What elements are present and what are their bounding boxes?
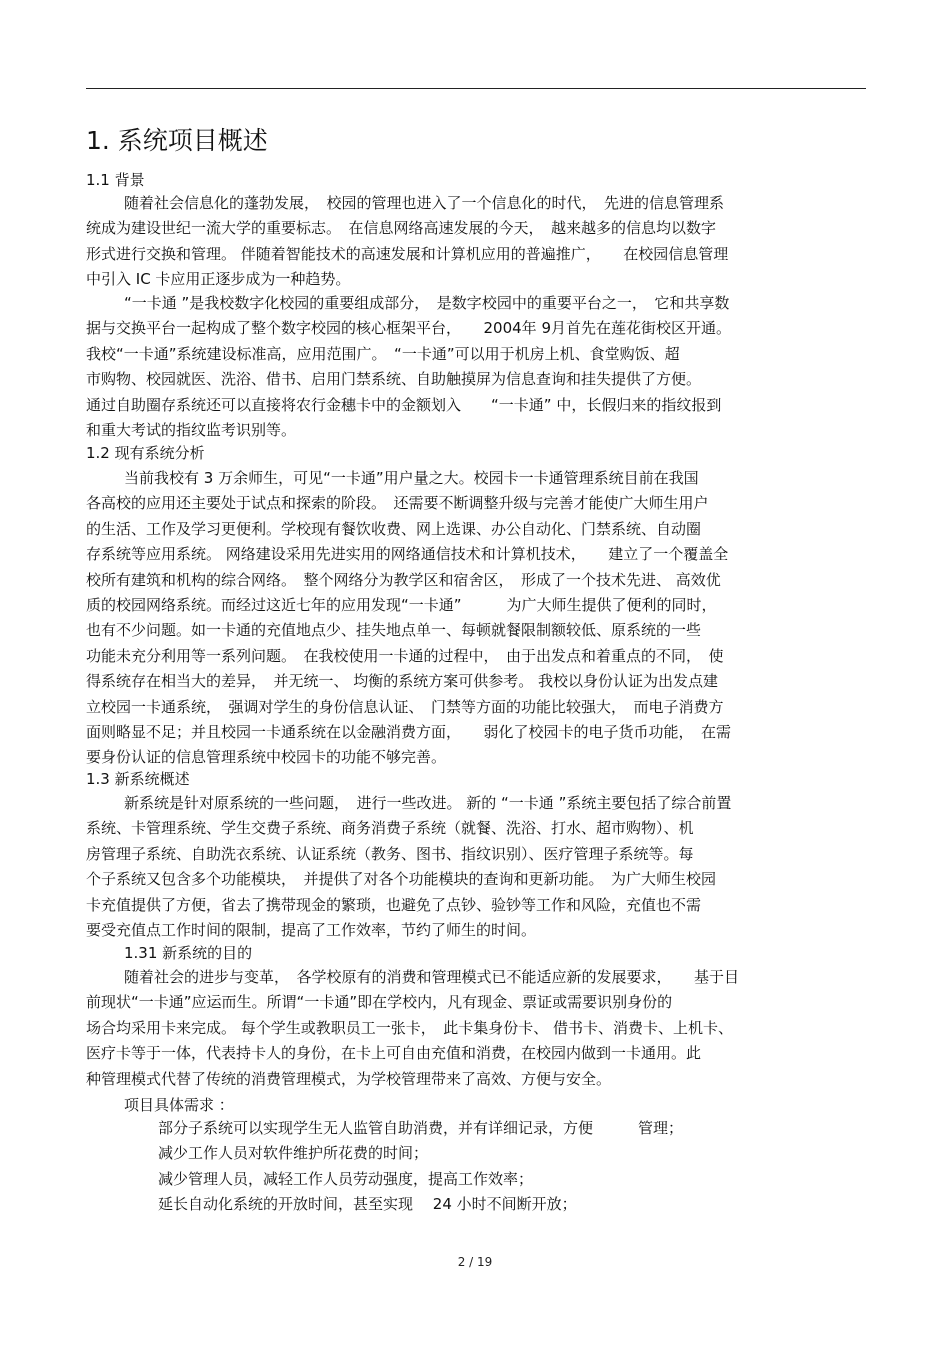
text-line: 功能未充分利用等一系列问题。 在我校使用一卡通的过程中， 由于出发点和着重点的不同， 使 [86,646,724,665]
text-line: 和重大考试的指纹监考识别等。 [86,421,297,440]
text-line: 形式进行交换和管理。 伴随着智能技术的高速发展和计算机应用的普遍推广， 在校园信息管理 [86,244,729,263]
text-line: 场合均采用卡来完成。 每个学生或教职员工一张卡， 此卡集身份卡、 借书卡、消费卡、上机卡、 [86,1018,734,1037]
text-line: 面则略显不足；并且校园一卡通系统在以金融消费方面， 弱化了校园卡的电子货币功能， 在需 [86,723,732,742]
text-line: 统成为建设世纪一流大学的重要标志。 在信息网络高速发展的今天， 越来越多的信息均以数字 [86,219,717,238]
section-title-1-31: 1.31 新系统的目的 [124,944,253,962]
text-line: 市购物、校园就医、洗浴、借书、启用门禁系统、自助触摸屏为信息查询和挂失提供了方便。 [86,370,702,389]
text-line: 种管理模式代替了传统的消费管理模式，为学校管理带来了高效、方便与安全。 [86,1069,612,1088]
list-item: 减少管理人员，减轻工作人员劳动强度，提高工作效率； [158,1169,534,1188]
section-1-3-paragraph-1 [86,791,876,943]
page-number: 2 / 19 [457,1255,493,1269]
text-line: 前现状“一卡通”应运而生。所谓“一卡通”即在学校内，凡有现金、票证或需要识别身份的 [86,993,673,1012]
text-line: 质的校园网络系统。而经过这近七年的应用发现“一卡通” 为广大师生提供了便利的同时， [86,596,717,615]
chapter-heading: 1. 系统项目概述 [86,126,268,155]
text-line: 立校园一卡通系统， 强调对学生的身份信息认证、 门禁等方面的功能比较强大， 而电子消费方 [86,697,724,716]
text-line: 的生活、工作及学习更便利。学校现有餐饮收费、网上选课、办公自动化、门禁系统、自动圈 [86,519,702,538]
text-line: 系统、卡管理系统、学生交费子系统、商务消费子系统（就餐、洗浴、打水、超市购物）、机 [86,819,694,838]
text-line: 随着社会信息化的蓬勃发展， 校园的管理也进入了一个信息化的时代， 先进的信息管理系 [124,194,725,212]
text-line: 也有不少问题。如一卡通的充值地点少、挂失地点单一、每顿就餐限制额较低、原系统的一些 [86,621,702,640]
text-line: 通过自助圈存系统还可以直接将农行金穗卡中的金额划入 “一卡通” 中，长假归来的指纹报到 [86,395,722,414]
section-1-1-paragraph-2 [86,291,876,443]
text-line: 个子系统又包含多个功能模块， 并提供了对各个功能模块的查询和更新功能。 为广大师生校园 [86,870,717,889]
list-item: 延长自动化系统的开放时间，甚至实现 24 小时不间断开放； [158,1195,577,1214]
text-line: 要身份认证的信息管理系统中校园卡的功能不够完善。 [86,748,447,767]
section-1-2-paragraph-1 [86,466,876,771]
header-rule [86,88,866,89]
requirements-list [158,1116,683,1218]
text-line: 校所有建筑和机构的综合网络。 整个网络分为教学区和宿舍区， 形成了一个技术先进、 高效优 [86,570,721,589]
text-line: 房管理子系统、自助洗衣系统、认证系统（教务、图书、指纹识别）、医疗管理子系统等。每 [86,844,694,863]
section-title-1-1: 1.1 背景 [86,171,145,189]
text-line: 当前我校有 3 万余师生，可见“一卡通”用户量之大。校园卡一卡通管理系统目前在我国 [124,469,699,487]
requirements-label: 项目具体需求 ： [124,1096,234,1114]
text-line: 要受充值点工作时间的限制，提高了工作效率，节约了师生的时间。 [86,921,537,940]
list-item: 减少工作人员对软件维护所花费的时间； [158,1144,429,1163]
list-item: 部分子系统可以实现学生无人监管自助消费，并有详细记录，方便 管理； [158,1119,684,1137]
text-line: 中引入 IC 卡应用正逐步成为一种趋势。 [86,270,351,289]
text-line: 新系统是针对原系统的一些问题， 进行一些改进。 新的 “一卡通 ”系统主要包括了综合前置 [124,794,732,812]
text-line: “一卡通 ”是我校数字化校园的重要组成部分， 是数字校园中的重要平台之一， 它和共享数 [124,294,730,312]
text-line: 卡充值提供了方便，省去了携带现金的繁琐，也避免了点钞、验钞等工作和风险，充值也不需 [86,895,702,914]
section-title-1-2: 1.2 现有系统分析 [86,444,205,462]
section-1-31-paragraph-1 [86,965,876,1092]
text-line: 随着社会的进步与变革， 各学校原有的消费和管理模式已不能适应新的发展要求， 基于目 [124,968,740,986]
text-line: 得系统存在相当大的差异， 并无统一、 均衡的系统方案可供参考。 我校以身份认证为出发点建 [86,672,719,691]
section-title-1-3: 1.3 新系统概述 [86,770,190,788]
text-line: 我校“一卡通”系统建设标准高，应用范围广。 “一卡通”可以用于机房上机、食堂购饭、超 [86,344,680,363]
text-line: 存系统等应用系统。 网络建设采用先进实用的网络通信技术和计算机技术， 建立了一个覆盖全 [86,545,729,564]
section-1-1-paragraph-1 [86,191,876,293]
text-line: 医疗卡等于一体，代表持卡人的身份，在卡上可自由充值和消费，在校园内做到一卡通用。此 [86,1044,702,1063]
text-line: 据与交换平台一起构成了整个数字校园的核心框架平台， 2004年 9月首先在莲花街校区开通。 [86,319,731,338]
text-line: 各高校的应用还主要处于试点和探索的阶段。 还需要不断调整升级与完善才能使广大师生用户 [86,494,709,513]
